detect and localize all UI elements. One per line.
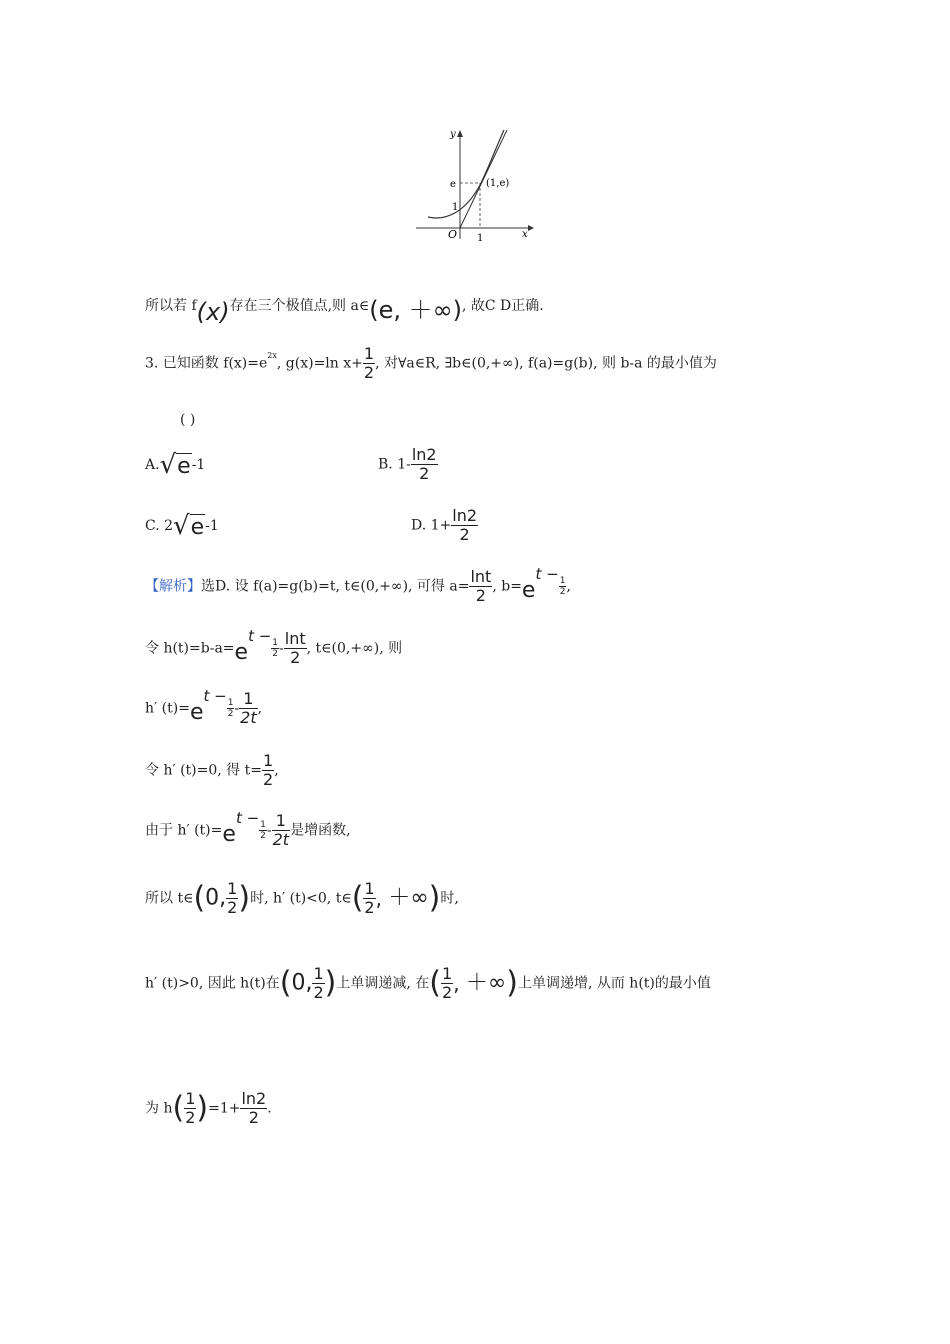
text: . (267, 1100, 272, 1117)
fraction: $\frac{1}{2}$ (364, 879, 375, 917)
paren-open: ( (429, 965, 441, 1001)
fraction: $\frac{1}{2}$ (185, 1089, 196, 1127)
solution-line-1 (145, 564, 571, 605)
sqrt: √e (173, 511, 205, 541)
paren-open: ( (279, 965, 292, 1001)
e-base: e (222, 821, 236, 847)
e-base: e (234, 639, 249, 665)
text: 为 h (145, 1100, 173, 1117)
text: , g(x)=ln x+ (276, 355, 363, 372)
option-label: C. 2 (145, 518, 174, 534)
solution-tag: 【解析】 (145, 578, 201, 595)
text: -1 (205, 518, 219, 534)
paren-close: ) (238, 880, 251, 916)
tick-e-label: e (450, 179, 456, 190)
text: 上单调递减, 在 (336, 975, 430, 992)
fraction: $\frac{\ln t}{2}$ (470, 567, 492, 605)
fraction: $\frac{1}{2}$ (442, 964, 453, 1002)
text: , (566, 578, 571, 595)
y-axis-arrow (457, 130, 463, 137)
exponential-curve (428, 130, 504, 218)
option-b[interactable] (378, 446, 438, 483)
paren-open: ( (193, 880, 206, 916)
text: 上单调递增, 从而 h(t)的最小值 (517, 975, 711, 992)
paren-close: ) (196, 1090, 209, 1126)
fraction: $\frac{1}{2}$ (260, 820, 266, 841)
exponent: t − (248, 626, 272, 645)
point-label: (1,e) (486, 178, 510, 189)
solution-line-7 (145, 965, 711, 1002)
paren-open: ( (172, 1090, 185, 1126)
text: - (279, 640, 284, 657)
superscript: 2x (267, 350, 277, 360)
text: 由于 h′ (t)= (145, 822, 223, 839)
comma: , (375, 886, 389, 911)
exponent: t − (203, 686, 227, 705)
option-d[interactable] (411, 507, 478, 544)
tick-1y-label: 1 (452, 202, 459, 213)
fraction: $\frac{1}{2}$ (559, 576, 566, 597)
fraction: $\frac{1}{2t}$ (240, 689, 257, 727)
option-label: B. 1- (378, 456, 411, 473)
text: 令 h(t)=b-a= (145, 640, 235, 657)
text: 所以若 f (145, 298, 197, 314)
text: , (274, 762, 279, 779)
text: , (257, 700, 263, 717)
math-zero: 0, (205, 885, 227, 911)
fraction: $\frac{\ln 2}{2}$ (411, 445, 437, 483)
exponent: t − (235, 808, 260, 827)
e-base: e (189, 699, 204, 725)
question-3 (145, 345, 717, 382)
x-axis-label: x (522, 229, 528, 240)
math-interval: (e, ＋∞) (369, 296, 462, 324)
math-inf: ＋∞ (465, 970, 507, 996)
fraction: $\frac{\ln 2}{2}$ (241, 1089, 267, 1127)
paren-close: ) (506, 965, 518, 1001)
fraction: $\frac{\ln 2}{2}$ (452, 506, 478, 544)
text: - (234, 700, 240, 717)
fraction: $\frac{1}{2}$ (227, 698, 234, 719)
solution-line-5 (145, 808, 351, 849)
fraction: $\frac{1}{2}$ (227, 879, 238, 917)
option-label: D. 1+ (411, 517, 452, 534)
text: 时, h′ (t)<0, t∈ (250, 890, 352, 907)
text: 选D. 设 f(a)=g(b)=t, t∈(0,+∞), 可得 a= (201, 578, 470, 595)
text: 所以 t∈ (145, 890, 194, 907)
solution-line-8 (145, 1090, 272, 1127)
text: 存在三个极值点,则 a∈ (229, 298, 370, 314)
function-graph (410, 125, 540, 245)
text: , b= (492, 578, 522, 595)
paren-open: ( (351, 880, 364, 916)
fraction: $\frac{1}{2}$ (272, 638, 279, 659)
conclusion-line (145, 290, 544, 326)
text: -1 (191, 457, 206, 473)
fraction: $\frac{1}{2}$ (363, 344, 375, 382)
x-axis-arrow (528, 225, 534, 231)
math-zero: 0, (291, 970, 313, 996)
fraction: $\frac{1}{2}$ (263, 751, 274, 789)
fraction: $\frac{1}{2}$ (313, 964, 324, 1002)
solution-line-4 (145, 752, 279, 789)
tick-1x-label: 1 (477, 233, 484, 244)
y-axis-label: y (450, 129, 456, 140)
solution-line-3 (145, 686, 263, 727)
option-c[interactable] (145, 513, 219, 539)
text: 令 h′ (t)=0, 得 t= (145, 762, 262, 779)
option-label: A. (145, 457, 160, 473)
e-base: e (521, 577, 536, 603)
option-a[interactable] (145, 452, 205, 478)
text: , 故C D正确. (461, 298, 544, 314)
text: h′ (t)= (145, 700, 190, 717)
solution-line-2 (145, 626, 403, 667)
text: , 对∀a∈R, ∃b∈(0,+∞), f(a)=g(b), 则 b-a 的最小值为 (375, 355, 717, 372)
math-fx: (x) (196, 298, 230, 326)
text: 时, (440, 890, 459, 907)
paren-close: ) (428, 880, 441, 916)
exponent: t − (535, 564, 559, 583)
paren-close: ) (324, 965, 337, 1001)
fraction: $\frac{1}{2t}$ (272, 811, 290, 849)
answer-blank: ( ) (180, 412, 196, 428)
solution-line-6 (145, 880, 459, 917)
text: =1+ (208, 1100, 241, 1117)
text: - (266, 822, 272, 839)
text: 是增函数, (290, 822, 351, 839)
text: 3. 已知函数 f(x)=e (145, 355, 268, 372)
math-inf: ＋∞ (388, 885, 429, 911)
text: , t∈(0,+∞), 则 (306, 640, 403, 657)
comma: , (453, 971, 466, 996)
text: h′ (t)>0, 因此 h(t)在 (145, 975, 280, 992)
origin-label: O (448, 228, 458, 241)
sqrt: √e (159, 450, 191, 480)
fraction: $\frac{\ln t}{2}$ (284, 629, 306, 667)
